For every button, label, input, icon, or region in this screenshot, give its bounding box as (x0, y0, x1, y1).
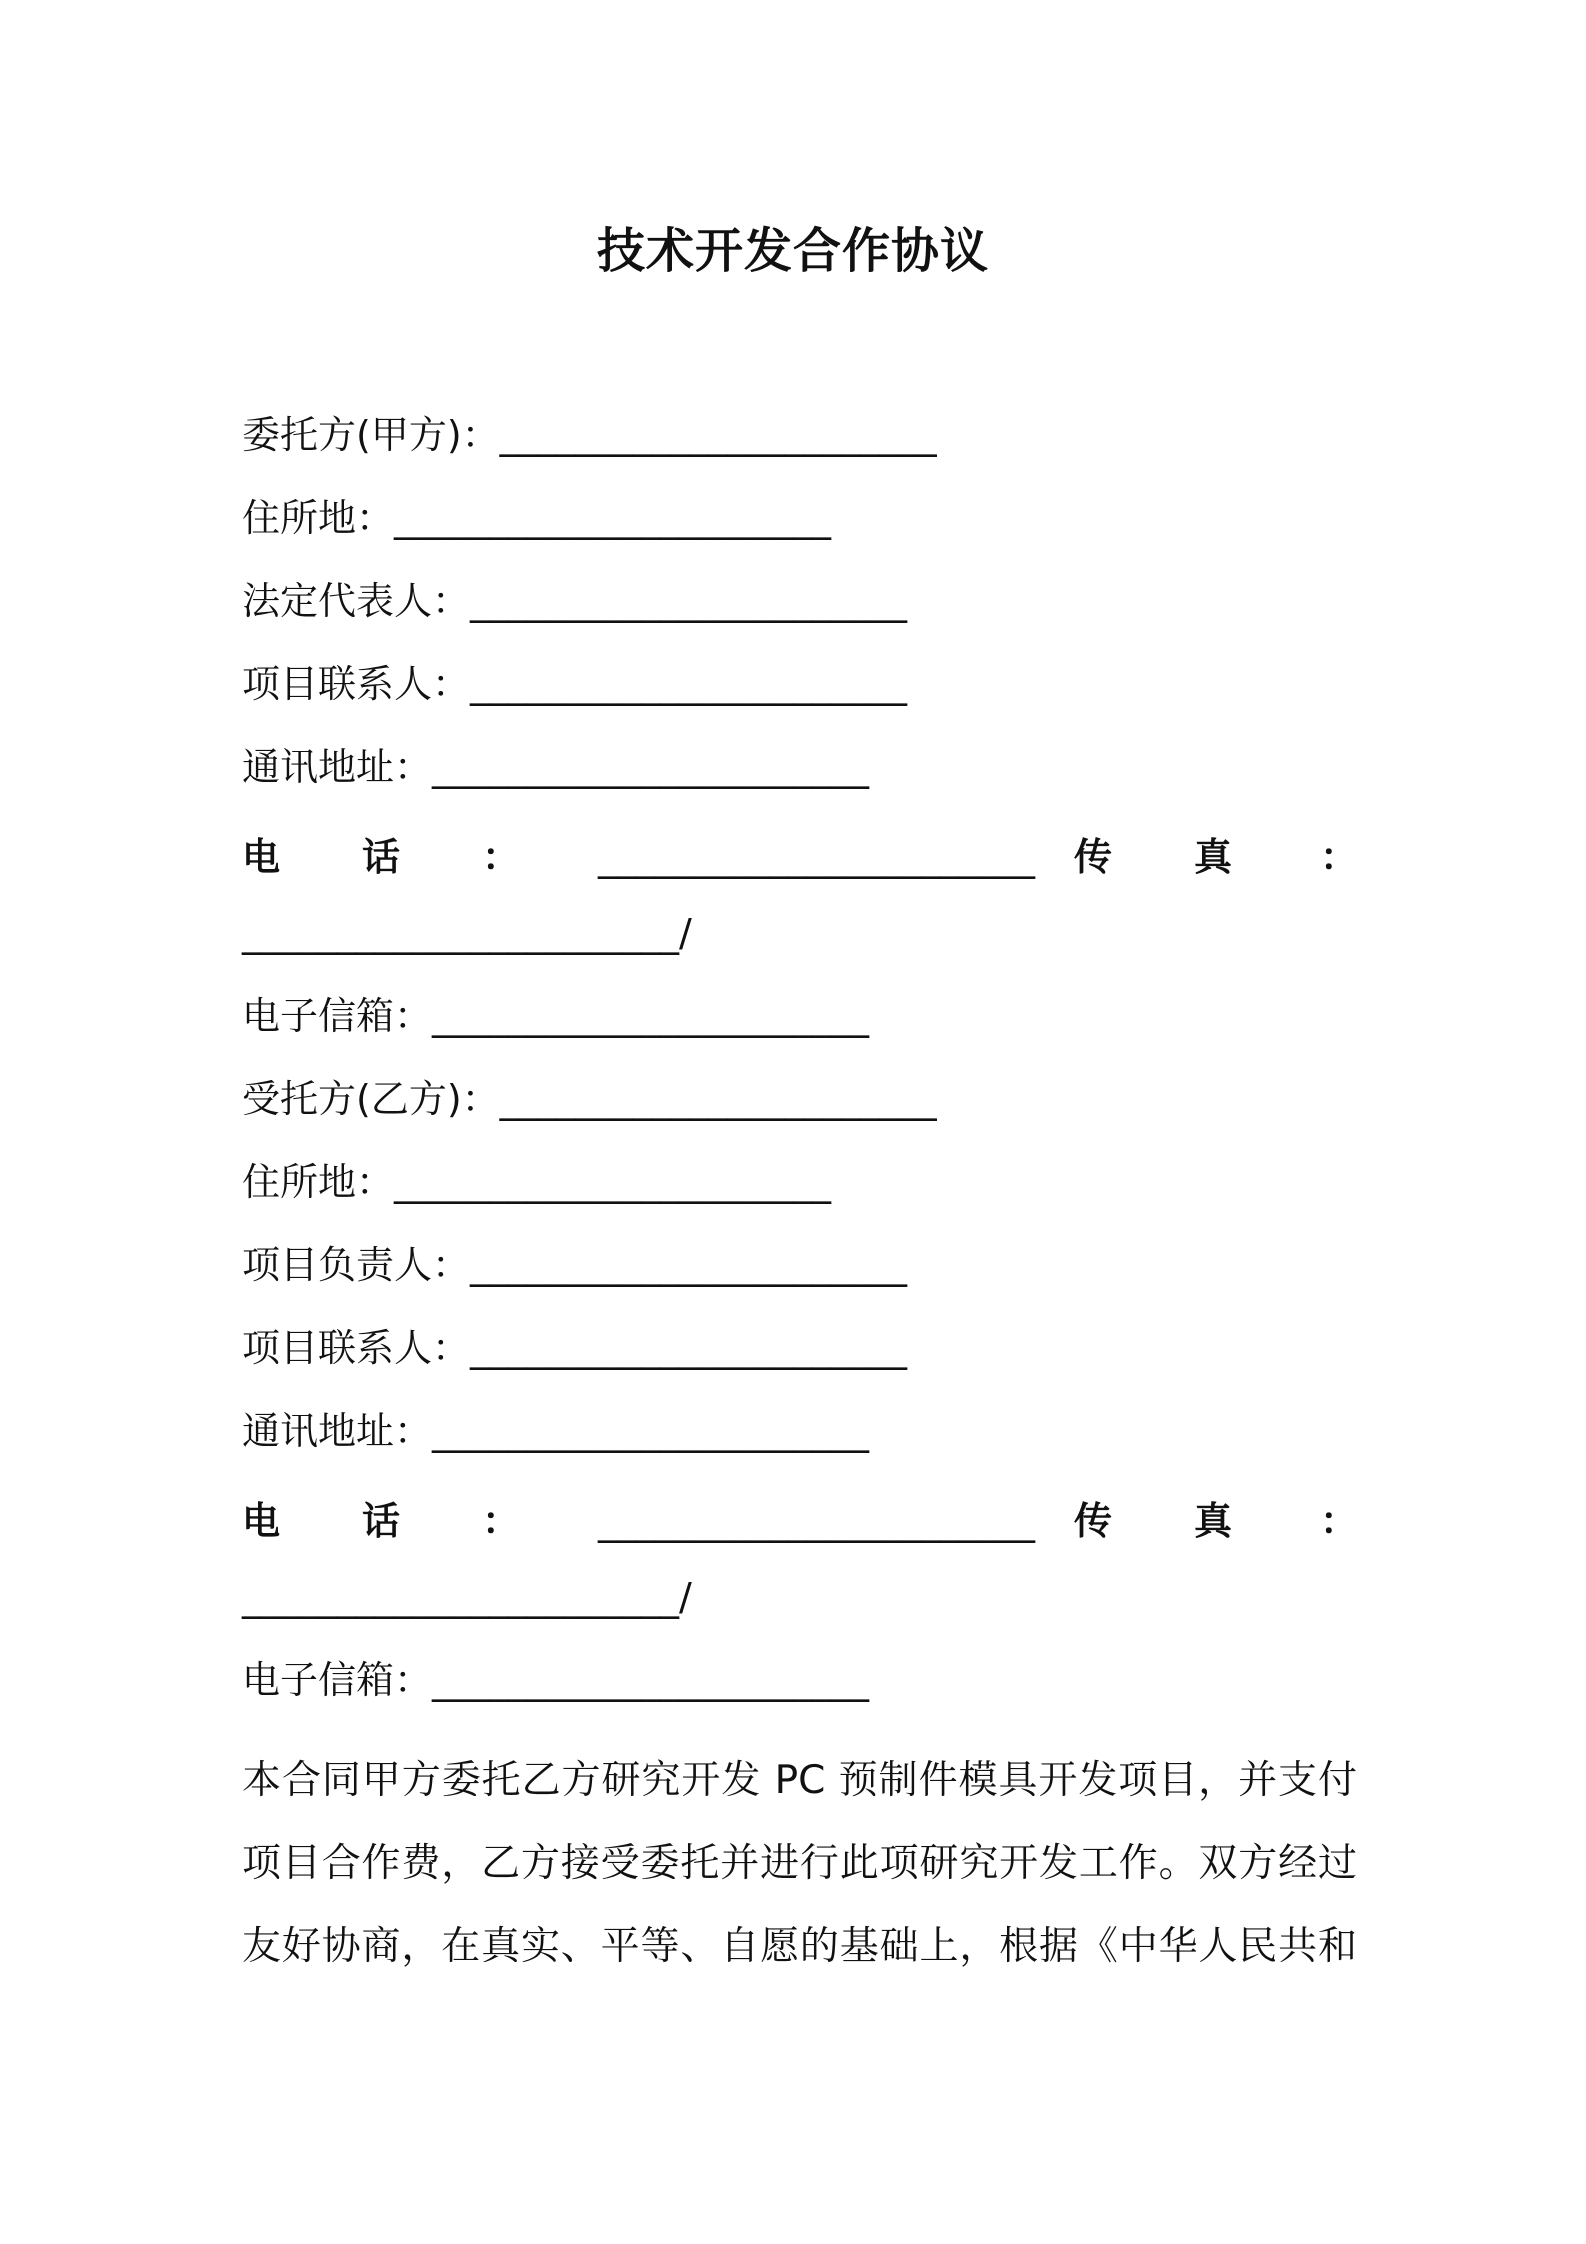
party-a-contact-row (242, 649, 1362, 732)
party-fields (242, 400, 1362, 1728)
party-b-address-label: 住所地： (242, 1160, 395, 1204)
party-a-fax-char-1: 传 (1074, 834, 1113, 879)
party-a-legal-rep-blank: _______________________ (470, 579, 908, 623)
party-a-phone-blank: _______________________ (598, 834, 1035, 879)
party-b-mail-blank: _______________________ (432, 1409, 870, 1453)
party-b-client-row (242, 1064, 1362, 1147)
party-a-legal-rep-row (242, 566, 1362, 649)
party-a-email-label: 电子信箱： (242, 994, 433, 1038)
party-a-contact-blank: _______________________ (470, 662, 908, 706)
party-b-contact-row (242, 1313, 1362, 1396)
party-a-client-blank: _______________________ (499, 413, 937, 457)
paragraph-line: 项目合作费，乙方接受委托并进行此项研究开发工作。双方经过 (242, 1841, 1357, 1886)
party-a-address-label: 住所地： (242, 496, 395, 540)
party-b-mail-label: 通讯地址： (242, 1409, 433, 1453)
party-b-fax-blank-row (242, 1562, 1362, 1645)
paragraph-line: 友好协商，在真实、平等、自愿的基础上，根据《中华人民共和 (242, 1924, 1357, 1969)
party-b-leader-blank: _______________________ (470, 1243, 908, 1287)
party-b-client-label: 受托方(乙方)： (242, 1077, 500, 1121)
party-a-mail-row (242, 732, 1362, 815)
party-a-email-blank: _______________________ (432, 994, 870, 1038)
party-b-email-blank: _______________________ (432, 1658, 870, 1702)
party-b-email-label: 电子信箱： (242, 1658, 433, 1702)
party-a-fax-blank: _______________________/ (242, 911, 692, 955)
party-b-client-blank: _______________________ (499, 1077, 937, 1121)
party-a-legal-rep-label: 法定代表人： (242, 579, 471, 623)
party-b-phone-blank: _______________________ (598, 1498, 1035, 1543)
party-b-address-row (242, 1147, 1362, 1230)
party-b-leader-label: 项目负责人： (242, 1243, 471, 1287)
party-b-phone-char-1: 电 (242, 1498, 281, 1543)
party-b-phone-char-2: 话 (362, 1498, 401, 1543)
party-b-fax-colon: ： (1320, 1498, 1359, 1543)
party-b-mail-row (242, 1396, 1362, 1479)
party-a-email-row (242, 981, 1362, 1064)
party-b-contact-blank: _______________________ (470, 1326, 908, 1370)
party-b-fax-char-1: 传 (1074, 1498, 1113, 1543)
party-b-fax-char-2: 真 (1194, 1498, 1233, 1543)
party-a-mail-blank: _______________________ (432, 745, 870, 789)
party-a-address-row (242, 483, 1362, 566)
party-b-leader-row (242, 1230, 1362, 1313)
party-a-address-blank: _______________________ (394, 496, 832, 540)
document-title: 技术开发合作协议 (596, 223, 989, 279)
party-b-phone-colon: ： (482, 1498, 521, 1543)
party-a-fax-blank-row (242, 898, 1362, 981)
party-b-fax-blank: _______________________/ (242, 1575, 692, 1619)
party-a-phone-colon: ： (482, 834, 521, 879)
party-a-fax-colon: ： (1320, 834, 1359, 879)
party-a-mail-label: 通讯地址： (242, 745, 433, 789)
agreement-paragraph (242, 1739, 1357, 1988)
party-a-phone-char-2: 话 (362, 834, 401, 879)
paragraph-line: 本合同甲方委托乙方研究开发 PC 预制件模具开发项目，并支付 (242, 1758, 1357, 1803)
party-a-phone-char-1: 电 (242, 834, 281, 879)
party-b-contact-label: 项目联系人： (242, 1326, 471, 1370)
party-b-email-row (242, 1645, 1362, 1728)
party-a-client-label: 委托方(甲方)： (242, 413, 500, 457)
party-a-contact-label: 项目联系人： (242, 662, 471, 706)
party-a-client-row (242, 400, 1362, 483)
party-b-address-blank: _______________________ (394, 1160, 832, 1204)
party-b-phone-fax-row (242, 1479, 1359, 1562)
party-a-phone-fax-row (242, 815, 1359, 898)
party-a-fax-char-2: 真 (1194, 834, 1233, 879)
